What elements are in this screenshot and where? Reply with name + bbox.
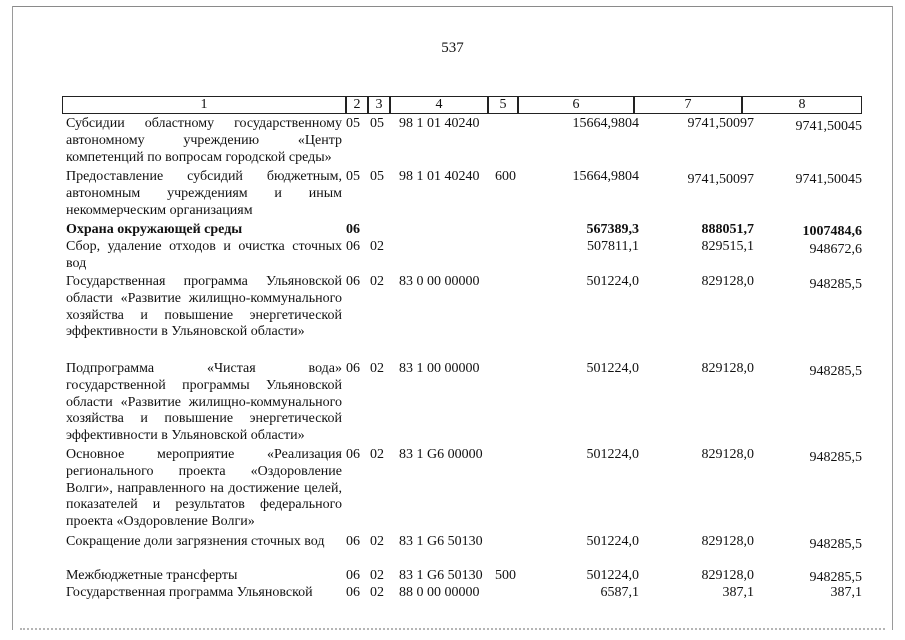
row-amount-col6: 501224,0 <box>586 568 639 583</box>
row-amount-col6: 15664,9804 <box>572 116 639 131</box>
page-number: 537 <box>441 40 464 56</box>
header-col-4: 4 <box>390 96 488 114</box>
row-name: Сокращение доли загрязнения сточных вод <box>66 534 325 549</box>
row-section: 06 <box>346 239 360 254</box>
row-section: 05 <box>346 116 360 131</box>
row-name: Межбюджетные трансферты <box>66 568 238 583</box>
row-name: Сбор, удаление отходов и очистка сточных вод <box>66 239 342 271</box>
scan-edge-noise <box>20 628 885 630</box>
row-amount-col8: 948285,5 <box>809 450 862 465</box>
row-amount-col8: 948285,5 <box>809 537 862 552</box>
row-amount-col6: 501224,0 <box>586 274 639 289</box>
page-frame-right <box>892 6 893 630</box>
row-amount-col7: 9741,50097 <box>687 116 754 131</box>
row-target-code: 83 0 00 00000 <box>399 274 480 289</box>
row-amount-col8: 1007484,6 <box>802 224 862 239</box>
row-subsection: 02 <box>370 585 384 600</box>
page-frame-top <box>12 6 893 7</box>
row-name: Подпрограмма «Чистая вода» государственной программы Ульяновской области «Развитие жилищно-коммунального хозяйства и повышение энергетической эффективности в Ульяновской области» <box>66 361 342 444</box>
row-amount-col7: 387,1 <box>722 585 754 600</box>
row-amount-col6: 567389,3 <box>586 222 639 237</box>
row-name: Государственная программа Ульяновской области «Развитие жилищно-коммунального хозяйства и повышение энергетической эффективности в Ульяновской области» <box>66 274 342 340</box>
row-section: 06 <box>346 585 360 600</box>
row-amount-col8: 948285,5 <box>809 277 862 292</box>
row-amount-col8: 948285,5 <box>809 570 862 585</box>
row-amount-col6: 501224,0 <box>586 361 639 376</box>
row-subsection: 05 <box>370 116 384 131</box>
header-col-8: 8 <box>742 96 862 114</box>
row-subsection: 02 <box>370 534 384 549</box>
row-target-code: 83 1 G6 50130 <box>399 534 483 549</box>
row-section: 06 <box>346 361 360 376</box>
row-subsection: 05 <box>370 169 384 184</box>
row-name: Основное мероприятие «Реализация регионального проекта «Оздоровление Волги», направленного на достижение целей, показателей и результатов федерального проекта «Оздоровление Волги» <box>66 447 342 530</box>
row-expense-type: 600 <box>495 169 516 184</box>
row-subsection: 02 <box>370 239 384 254</box>
row-amount-col7: 829128,0 <box>701 534 754 549</box>
header-col-6: 6 <box>518 96 634 114</box>
row-amount-col8: 948285,5 <box>809 364 862 379</box>
row-target-code: 83 1 G6 50130 <box>399 568 483 583</box>
row-target-code: 98 1 01 40240 <box>399 116 480 131</box>
row-amount-col7: 829128,0 <box>701 447 754 462</box>
row-target-code: 83 1 00 00000 <box>399 361 480 376</box>
row-amount-col7: 829128,0 <box>701 361 754 376</box>
row-amount-col6: 501224,0 <box>586 447 639 462</box>
row-subsection: 02 <box>370 447 384 462</box>
row-section: 06 <box>346 447 360 462</box>
row-name: Охрана окружающей среды <box>66 222 243 237</box>
row-section: 05 <box>346 169 360 184</box>
header-col-7: 7 <box>634 96 742 114</box>
row-name: Государственная программа Ульяновской <box>66 585 313 600</box>
row-amount-col7: 829128,0 <box>701 568 754 583</box>
row-amount-col8: 387,1 <box>830 585 862 600</box>
row-section: 06 <box>346 534 360 549</box>
row-subsection: 02 <box>370 568 384 583</box>
row-name: Предоставление субсидий бюджетным, автономным учреждениям и иным некоммерческим организациям <box>66 169 342 218</box>
row-amount-col6: 501224,0 <box>586 534 639 549</box>
row-amount-col7: 888051,7 <box>701 222 754 237</box>
row-target-code: 88 0 00 00000 <box>399 585 480 600</box>
header-col-1: 1 <box>62 96 346 114</box>
row-amount-col6: 6587,1 <box>600 585 639 600</box>
row-target-code: 98 1 01 40240 <box>399 169 480 184</box>
row-subsection: 02 <box>370 361 384 376</box>
row-amount-col8: 948672,6 <box>809 242 862 257</box>
row-section: 06 <box>346 568 360 583</box>
row-subsection: 02 <box>370 274 384 289</box>
row-amount-col7: 829515,1 <box>701 239 754 254</box>
row-section: 06 <box>346 274 360 289</box>
row-target-code: 83 1 G6 00000 <box>399 447 483 462</box>
header-col-3: 3 <box>368 96 390 114</box>
page-frame-left <box>12 6 13 630</box>
row-expense-type: 500 <box>495 568 516 583</box>
row-section: 06 <box>346 222 360 237</box>
row-amount-col6: 507811,1 <box>587 239 639 254</box>
row-amount-col6: 15664,9804 <box>572 169 639 184</box>
header-col-2: 2 <box>346 96 368 114</box>
row-amount-col7: 9741,50097 <box>687 172 754 187</box>
header-col-5: 5 <box>488 96 518 114</box>
row-amount-col8: 9741,50045 <box>795 119 862 134</box>
row-name: Субсидии областному государственному автономному учреждению «Центр компетенций по вопросам городской среды» <box>66 116 342 165</box>
row-amount-col8: 9741,50045 <box>795 172 862 187</box>
row-amount-col7: 829128,0 <box>701 274 754 289</box>
